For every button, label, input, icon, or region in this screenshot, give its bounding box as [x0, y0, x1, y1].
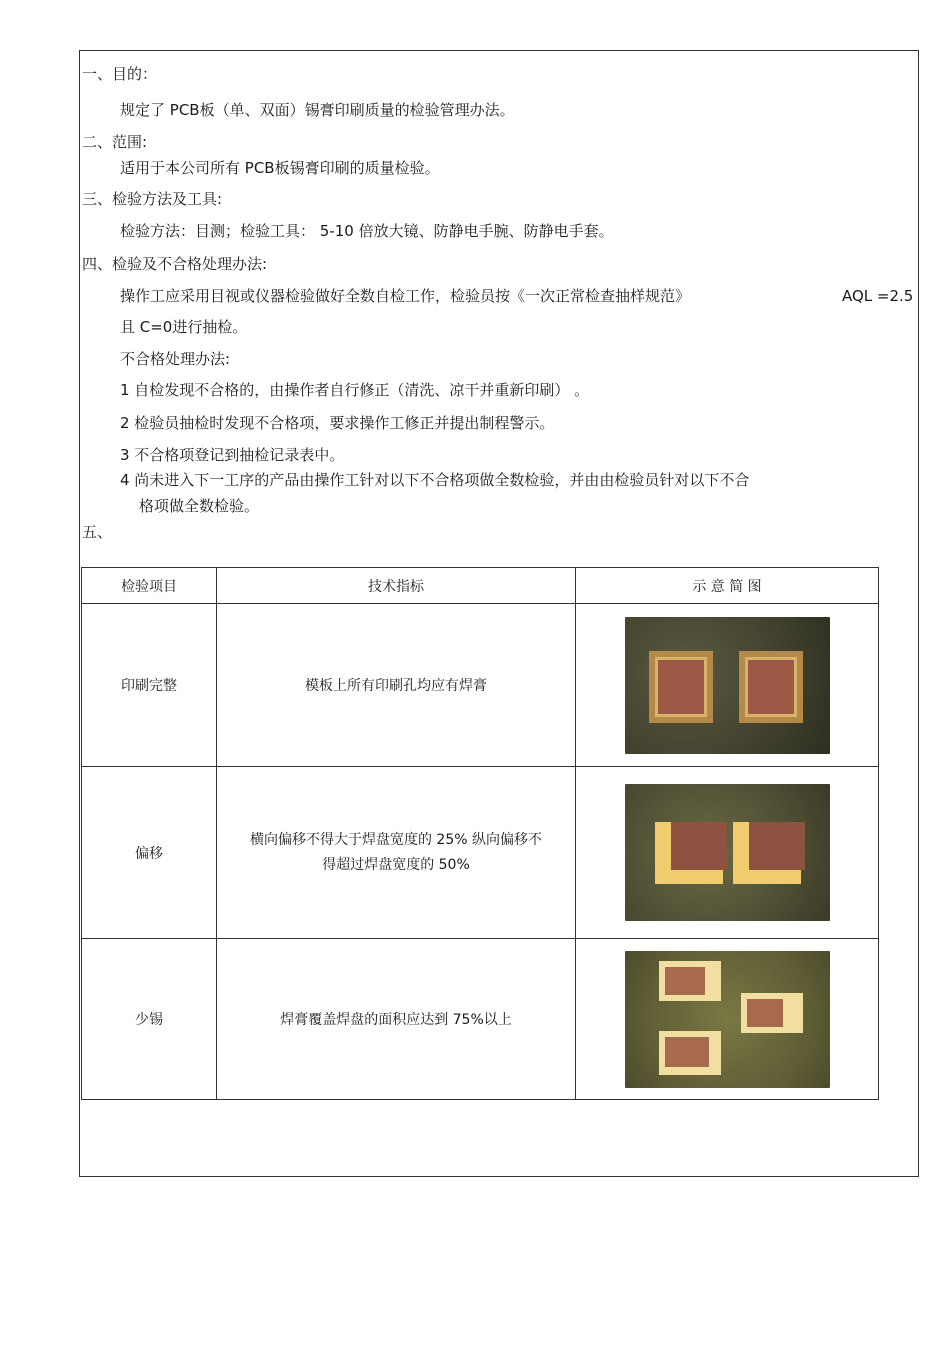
- paste-right: [749, 822, 805, 870]
- pad-right: [741, 993, 803, 1033]
- inspection-table: [81, 567, 879, 1100]
- table-row: [82, 767, 879, 939]
- section-1-title: 一、目的：: [82, 65, 158, 83]
- row-item: 偏移: [82, 767, 217, 939]
- row-spec: [217, 767, 576, 939]
- pad-top: [659, 961, 721, 1001]
- section-4-paragraph-2: 且 C=0进行抽检。: [120, 318, 248, 336]
- section-3-text: 检验方法：目测；检验工具： 5-10 倍放大镜、防静电手腕、防静电手套。: [120, 222, 614, 240]
- aql-value: AQL =2.5: [842, 287, 914, 305]
- section-2-title: 二、范围:: [82, 133, 148, 151]
- pad-bottom: [659, 1031, 721, 1075]
- row-spec: [217, 604, 576, 767]
- offset-image: [625, 784, 830, 921]
- row-spec-line-2: 得超过焊盘宽度的 50%: [322, 856, 470, 873]
- section-4-paragraph-1: 操作工应采用目视或仪器检验做好全数自检工作，检验员按《一次正常检查抽样规范》: [120, 287, 691, 305]
- section-4-item-4-line-2: 格项做全数检验。: [139, 497, 260, 515]
- row-spec-text: 焊膏覆盖焊盘的面积应达到 75%以上: [280, 1012, 512, 1028]
- table-row: [82, 939, 879, 1100]
- complete-print-image: [625, 617, 830, 754]
- pad-left: [649, 651, 713, 723]
- section-4-item-3: 3 不合格项登记到抽检记录表中。: [120, 446, 345, 464]
- section-1-text: 规定了 PCB板（单、双面）锡膏印刷质量的检验管理办法。: [120, 101, 515, 119]
- row-spec-text: 模板上所有印刷孔均应有焊膏: [305, 678, 487, 694]
- section-4-title: 四、检验及不合格处理办法:: [82, 255, 268, 273]
- row-diagram: [576, 939, 879, 1100]
- insufficient-solder-image: [625, 951, 830, 1088]
- row-diagram: [576, 767, 879, 939]
- section-4-paragraph-3: 不合格处理办法:: [120, 350, 231, 368]
- row-item: 少锡: [82, 939, 217, 1100]
- section-4-item-2: 2 检验员抽检时发现不合格项，要求操作工修正并提出制程警示。: [120, 414, 555, 432]
- table-header-row: [82, 568, 879, 604]
- row-item: 印刷完整: [82, 604, 217, 767]
- section-5-title: 五、: [82, 523, 113, 541]
- pad-right: [739, 651, 803, 723]
- row-spec: [217, 939, 576, 1100]
- header-diagram: 示 意 简 图: [576, 568, 879, 604]
- paste-left: [671, 822, 727, 870]
- header-spec: 技术指标: [217, 568, 576, 604]
- section-2-text: 适用于本公司所有 PCB板锡膏印刷的质量检验。: [120, 159, 440, 177]
- header-item: 检验项目: [82, 568, 217, 604]
- section-3-title: 三、检验方法及工具:: [82, 190, 223, 208]
- section-4-item-4-line-1: 4 尚未进入下一工序的产品由操作工针对以下不合格项做全数检验，并由由检验员针对以下不合: [120, 471, 750, 489]
- section-4-item-1: 1 自检发现不合格的，由操作者自行修正（清洗、凉干并重新印刷） 。: [120, 381, 590, 399]
- row-spec-line-1: 横向偏移不得大于焊盘宽度的 25% 纵向偏移不: [249, 831, 543, 848]
- row-diagram: [576, 604, 879, 767]
- table-row: [82, 604, 879, 767]
